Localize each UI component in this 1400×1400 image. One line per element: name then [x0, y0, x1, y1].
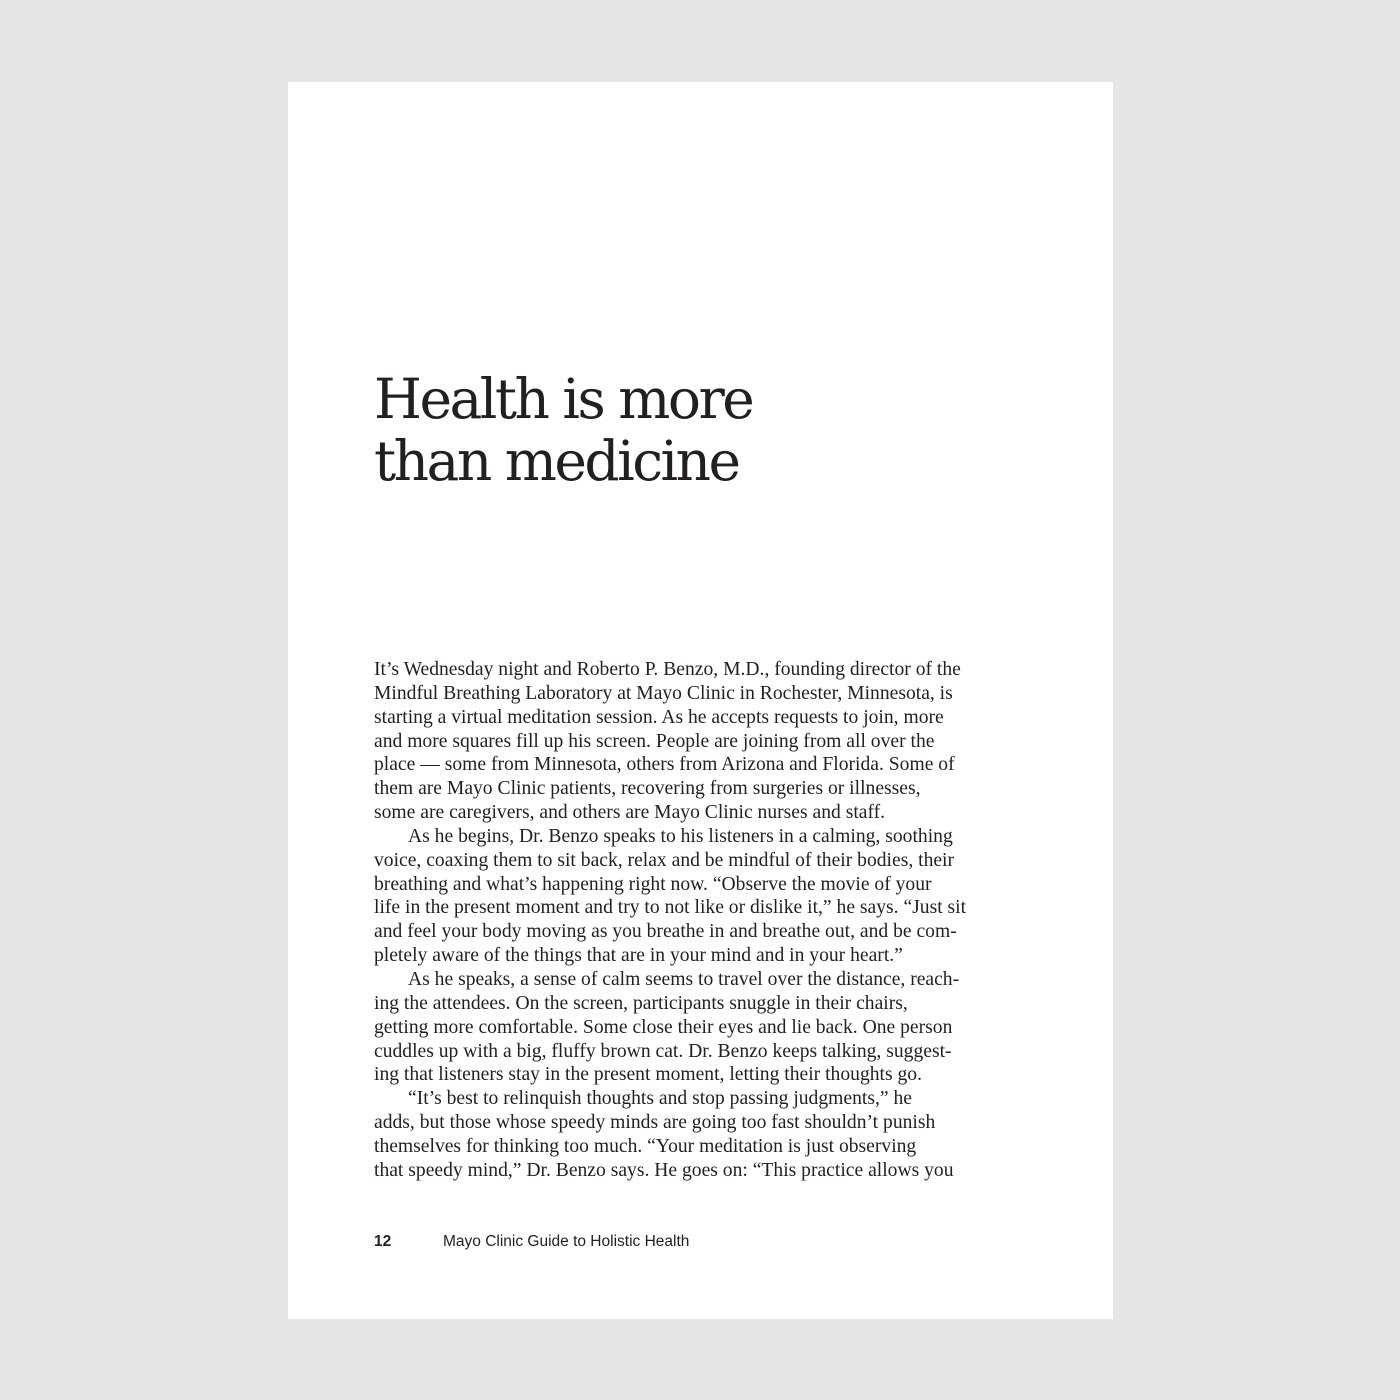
page-number: 12 [374, 1233, 392, 1250]
chapter-title [374, 368, 752, 492]
body-line: cuddles up with a big, fluffy brown cat. Dr. Benzo keeps talking, suggest- [374, 1040, 952, 1062]
body-line: adds, but those whose speedy minds are going too fast shouldn’t punish [374, 1112, 936, 1134]
body-line: getting more comfortable. Some close their eyes and lie back. One person [374, 1016, 953, 1038]
body-line: place — some from Minnesota, others from Arizona and Florida. Some of [374, 754, 955, 776]
body-line: starting a virtual meditation session. As he accepts requests to join, more [374, 706, 944, 728]
body-line: and feel your body moving as you breathe in and breathe out, and be com- [374, 921, 957, 943]
body-line: As he speaks, a sense of calm seems to travel over the distance, reach- [408, 968, 960, 990]
body-line: voice, coaxing them to sit back, relax and be mindful of their bodies, their [374, 849, 955, 871]
body-line: “It’s best to relinquish thoughts and stop passing judgments,” he [408, 1088, 912, 1110]
chapter-title-line: Health is more [374, 367, 753, 431]
body-line: them are Mayo Clinic patients, recovering from surgeries or illnesses, [374, 778, 921, 800]
book-page [288, 82, 1113, 1319]
body-line: themselves for thinking too much. “Your meditation is just observing [374, 1135, 917, 1157]
body-line: some are caregivers, and others are Mayo Clinic nurses and staff. [374, 802, 886, 824]
body-line: that speedy mind,” Dr. Benzo says. He goes on: “This practice allows you [374, 1159, 954, 1181]
body-line: ing the attendees. On the screen, participants snuggle in their chairs, [374, 992, 908, 1014]
body-line: breathing and what’s happening right now. “Observe the movie of your [374, 873, 932, 895]
body-line: life in the present moment and try to not like or dislike it,” he says. “Just sit [374, 897, 967, 919]
body-line: Mindful Breathing Laboratory at Mayo Clinic in Rochester, Minnesota, is [374, 682, 953, 704]
running-title: Mayo Clinic Guide to Holistic Health [443, 1233, 690, 1250]
body-line: pletely aware of the things that are in your mind and in your heart.” [374, 945, 903, 967]
body-line: ing that listeners stay in the present moment, letting their thoughts go. [374, 1064, 922, 1086]
body-line: and more squares fill up his screen. People are joining from all over the [374, 730, 935, 752]
body-text [374, 658, 1014, 1183]
body-line: As he begins, Dr. Benzo speaks to his listeners in a calming, soothing [408, 825, 953, 847]
chapter-title-line: than medicine [374, 429, 739, 493]
body-line: It’s Wednesday night and Roberto P. Benzo, M.D., founding director of the [374, 659, 961, 680]
